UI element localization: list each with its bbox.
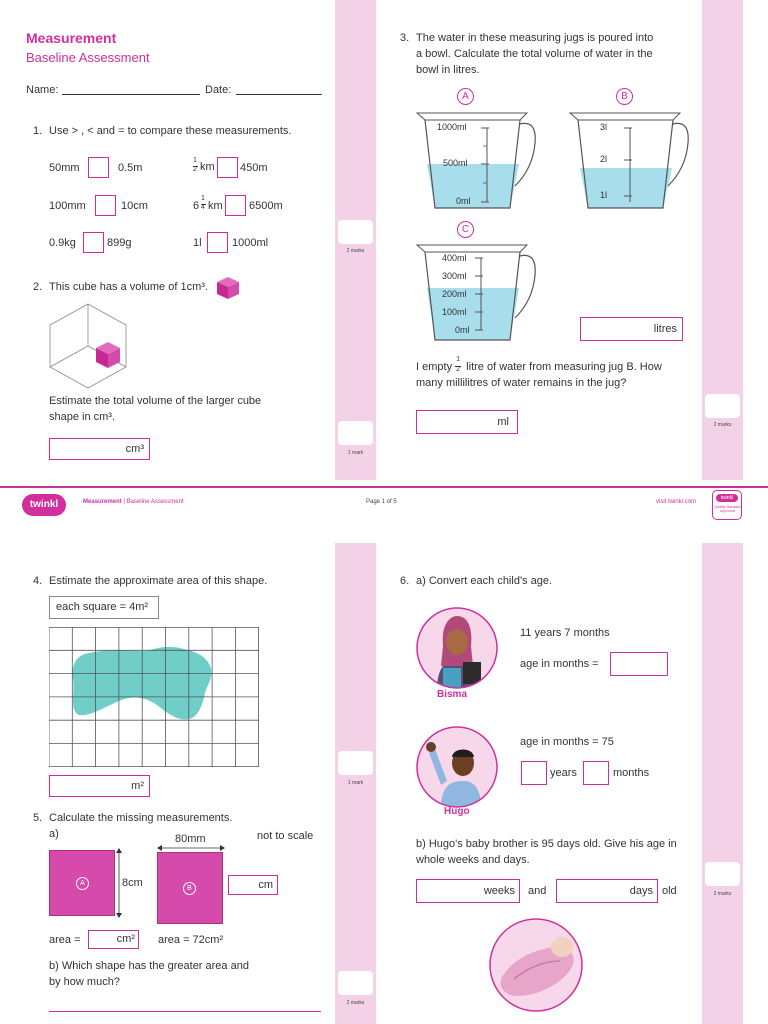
q6-weeks-answer-box[interactable] xyxy=(416,879,520,903)
jug-a-mark-3: 0ml xyxy=(456,196,471,206)
q3-ml-unit: ml xyxy=(497,416,509,428)
q3-ml-answer-box[interactable] xyxy=(416,410,518,434)
q5-area-b: area = 72cm² xyxy=(158,934,224,946)
name-field[interactable] xyxy=(62,94,200,95)
q6-part-b-line1: b) Hugo's baby brother is 95 days old. Give his age in xyxy=(416,838,677,850)
q1-row2-d: 6500m xyxy=(249,200,283,212)
q3-number: 3. xyxy=(400,32,410,44)
q2-estimate-line1: Estimate the total volume of the larger cube xyxy=(49,395,262,407)
frac-den: 2 xyxy=(193,166,197,173)
q5-number: 5. xyxy=(33,812,43,824)
empty-text-b: litre of water from measuring jug B. How xyxy=(463,361,662,373)
q6-weeks-unit: weeks xyxy=(483,885,515,897)
page-title: Measurement xyxy=(26,30,117,46)
q6-number: 6. xyxy=(400,575,410,587)
q1-row3-b: 899g xyxy=(107,237,132,249)
empty-text-a: I empty xyxy=(416,361,456,373)
q5-text: Calculate the missing measurements. xyxy=(49,812,233,824)
large-cube-diagram xyxy=(48,302,128,390)
hugo-months-label: months xyxy=(613,767,650,779)
marks-label-q6: 2 marks xyxy=(713,891,732,897)
jug-c-label: C xyxy=(457,221,474,238)
q5-area-a-label: area = xyxy=(49,934,81,946)
q6-and-label: and xyxy=(528,885,547,897)
q4-text: Estimate the approximate area of this shape. xyxy=(49,575,268,587)
q1-row3-a: 0.9kg xyxy=(49,237,76,249)
twinkl-logo[interactable] xyxy=(22,494,66,516)
small-cube-icon xyxy=(215,275,241,301)
q2-estimate-line2: shape in cm³. xyxy=(49,411,116,423)
measuring-jug-b xyxy=(568,108,693,213)
frac-num: 1 xyxy=(201,195,205,202)
footer-line xyxy=(0,486,768,488)
hugo-avatar xyxy=(415,725,499,809)
q1-number: 1. xyxy=(33,125,43,137)
frac-den: 2 xyxy=(456,366,461,374)
footer-title-bold: Measurement xyxy=(83,499,122,505)
jug-c-mark-3: 200ml xyxy=(442,289,467,299)
footer-title-rest: | Baseline Assessment xyxy=(121,499,184,505)
area-grid xyxy=(49,627,259,769)
q1-row1-symbol-box-2[interactable] xyxy=(217,157,238,178)
q3-litres-answer-box[interactable] xyxy=(580,317,683,341)
q3-empty-text-line2: many millilitres of water remains in the jug? xyxy=(416,377,627,389)
marks-label-q4: 1 mark xyxy=(347,780,364,786)
badge-top: twinkl xyxy=(716,494,738,502)
q1-row3-d: 1000ml xyxy=(232,237,269,249)
q6-old-label: old xyxy=(662,885,677,897)
jug-b-label: B xyxy=(616,88,633,105)
q1-row3-symbol-box-2[interactable] xyxy=(207,232,228,253)
frac-num: 1 xyxy=(193,157,197,164)
page-subtitle: Baseline Assessment xyxy=(26,50,150,65)
baby-avatar xyxy=(488,917,584,1013)
twinkl-logo-text: twinkl xyxy=(29,499,59,510)
q5-part-b-line2: by how much? xyxy=(49,976,120,988)
name-label: Name: xyxy=(26,84,59,96)
hugo-months-answer-box[interactable] xyxy=(583,761,609,785)
q6-days-answer-box[interactable] xyxy=(556,879,658,903)
shape-a-label: A xyxy=(76,877,89,890)
top-b-length: 80mm xyxy=(175,833,206,845)
hugo-years-answer-box[interactable] xyxy=(521,761,547,785)
hugo-name: Hugo xyxy=(444,806,470,817)
bisma-name: Bisma xyxy=(437,689,468,700)
measuring-jug-a xyxy=(415,108,540,213)
shape-b-label: B xyxy=(183,882,196,895)
jug-a-mark-1: 1000ml xyxy=(437,122,467,132)
q4-answer-unit: m² xyxy=(131,780,144,792)
jug-c-mark-1: 400ml xyxy=(442,253,467,263)
q2-text: This cube has a volume of 1cm³. xyxy=(49,281,208,293)
q1-row1-a: 50mm xyxy=(49,162,80,174)
jug-c-mark-4: 100ml xyxy=(442,307,467,317)
q1-row1-d: 450m xyxy=(240,162,268,174)
jug-a-label: A xyxy=(457,88,474,105)
q6-days-unit: days xyxy=(629,885,653,897)
q1-row2-a: 100mm xyxy=(49,200,86,212)
q5-side-b-answer-box[interactable] xyxy=(228,875,278,895)
shape-b-rectangle xyxy=(157,852,223,924)
jug-b-mark-1: 3l xyxy=(600,122,608,132)
badge-bottom: Quality Standard Approved xyxy=(714,505,741,513)
bisma-avatar xyxy=(415,606,499,690)
q1-row2-symbol-box-2[interactable] xyxy=(225,195,246,216)
q4-answer-box[interactable] xyxy=(49,775,150,797)
q3-text-line3: bowl in litres. xyxy=(416,64,480,76)
quality-badge-icon xyxy=(712,490,742,520)
q5-not-to-scale: not to scale xyxy=(257,830,314,842)
jug-a-mark-2: 500ml xyxy=(443,158,468,168)
q5-part-a: a) xyxy=(49,828,59,840)
q6-text: a) Convert each child's age. xyxy=(416,575,553,587)
empty-fraction xyxy=(455,356,463,374)
top-b-arrow xyxy=(157,844,225,852)
hugo-years-label: years xyxy=(550,767,577,779)
q4-key-text: each square = 4m² xyxy=(56,601,149,613)
q6-part-b-line2: whole weeks and days. xyxy=(416,854,530,866)
q1-row1-b: 0.5m xyxy=(118,162,143,174)
hugo-age: age in months = 75 xyxy=(520,736,614,748)
q1-row2-b: 10cm xyxy=(121,200,148,212)
q5-part-b-line1: b) Which shape has the greater area and xyxy=(49,960,249,972)
frac-den: 4 xyxy=(201,204,205,211)
marks-box-q2[interactable] xyxy=(338,421,373,445)
unit: km xyxy=(200,161,215,173)
q5-area-a-unit: cm² xyxy=(116,933,135,945)
measuring-jug-c xyxy=(415,240,540,345)
q5-area-a-answer-box[interactable] xyxy=(88,930,139,949)
unit: km xyxy=(208,200,223,212)
q3-empty-text-line1 xyxy=(416,356,662,374)
q5-part-b-answer-line[interactable] xyxy=(49,1011,321,1012)
marks-label-q1: 2 marks xyxy=(346,248,365,254)
q1-text: Use > , < and = to compare these measurements. xyxy=(49,125,292,137)
bisma-prompt: age in months = xyxy=(520,658,599,670)
jug-b-mark-2: 2l xyxy=(600,154,608,164)
q2-number: 2. xyxy=(33,281,43,293)
q2-answer-box[interactable] xyxy=(49,438,150,460)
jug-b-mark-3: 1l xyxy=(600,190,608,200)
marks-box-q6[interactable] xyxy=(705,862,740,886)
q1-row3-symbol-box-1[interactable] xyxy=(83,232,104,253)
footer-title xyxy=(83,499,184,505)
q4-number: 4. xyxy=(33,575,43,587)
footer-page-number: Page 1 of 5 xyxy=(366,499,397,505)
q3-text-line2: a bowl. Calculate the total volume of water in the xyxy=(416,48,653,60)
marks-label-q3: 2 marks xyxy=(713,422,732,428)
marks-box-q5[interactable] xyxy=(338,971,373,995)
marks-label-q5: 2 marks xyxy=(346,1000,365,1006)
q3-litres-unit: litres xyxy=(653,323,677,335)
q1-row1-symbol-box-1[interactable] xyxy=(88,157,109,178)
bisma-age: 11 years 7 months xyxy=(520,627,610,639)
jug-c-mark-2: 300ml xyxy=(442,271,467,281)
marks-label-q2: 1 mark xyxy=(347,450,364,456)
page-2 xyxy=(0,543,768,1024)
shape-a-square xyxy=(49,850,115,916)
whole: 6 xyxy=(193,200,200,212)
q3-text-line1: The water in these measuring jugs is poured into xyxy=(416,32,654,44)
bisma-months-answer-box[interactable] xyxy=(610,652,668,676)
q4-key-box xyxy=(49,596,159,619)
q5-side-b-unit: cm xyxy=(258,879,273,891)
footer-visit-link[interactable]: visit twinkl.com xyxy=(656,499,697,505)
marks-box-q3[interactable] xyxy=(705,394,740,418)
marks-box-q4[interactable] xyxy=(338,751,373,775)
marks-box-q1[interactable] xyxy=(338,220,373,244)
margin-band-right-2 xyxy=(702,543,743,1024)
date-label: Date: xyxy=(205,84,232,96)
q2-answer-unit: cm³ xyxy=(125,443,144,455)
q1-row2-symbol-box-1[interactable] xyxy=(95,195,116,216)
q1-row3-c: 1l xyxy=(193,237,202,249)
side-a-length: 8cm xyxy=(122,877,143,889)
jug-c-mark-5: 0ml xyxy=(455,325,470,335)
date-field[interactable] xyxy=(236,94,322,95)
frac-num: 1 xyxy=(456,356,461,364)
